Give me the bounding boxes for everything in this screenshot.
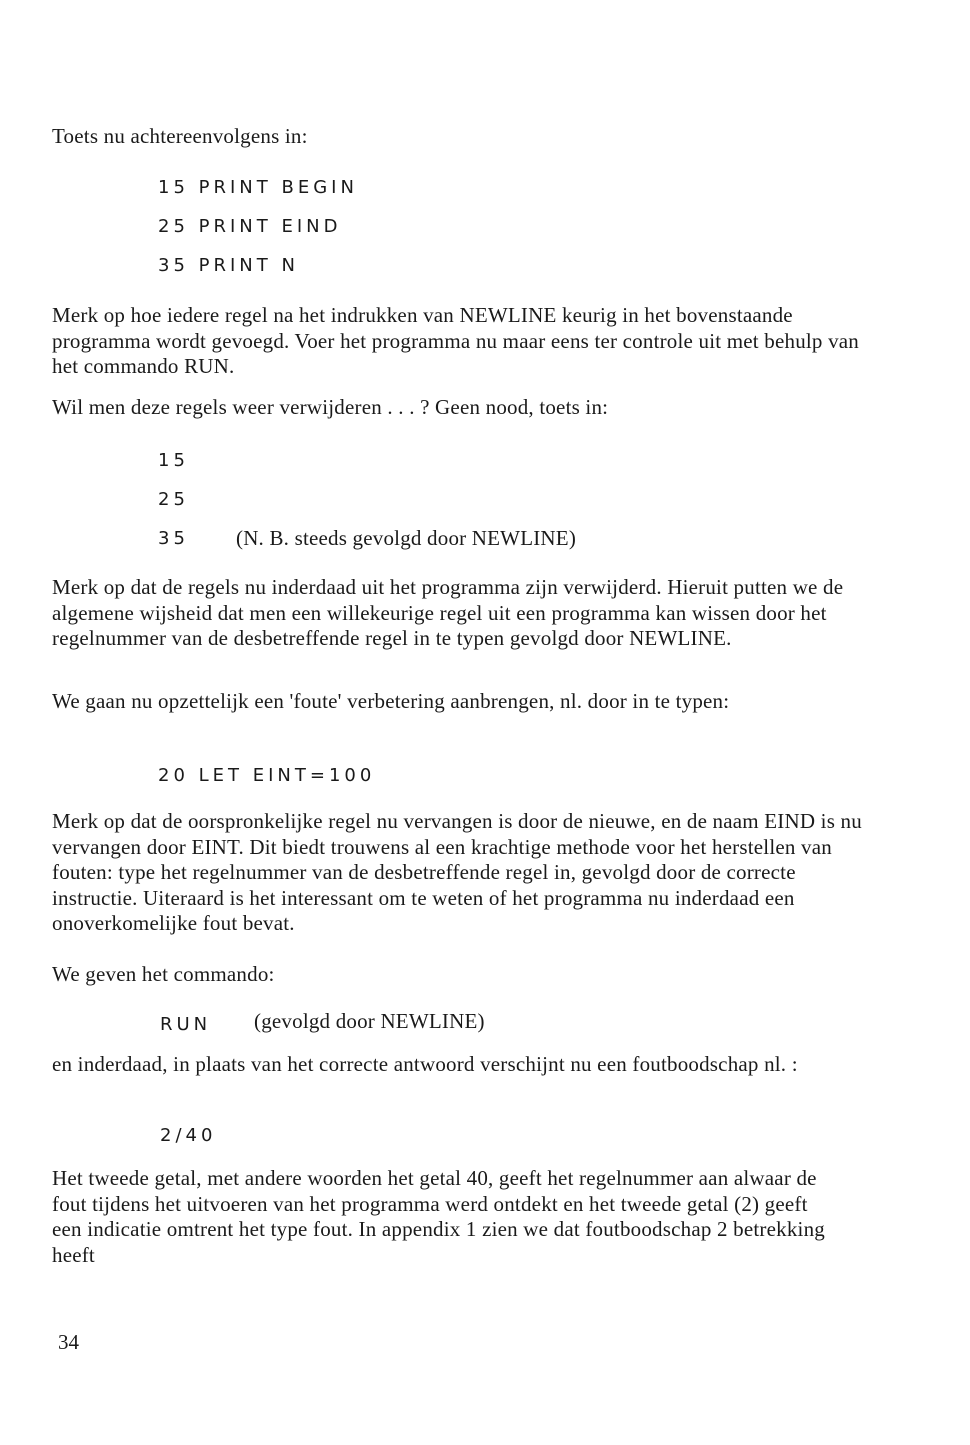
code-line-15: 15 — [158, 450, 189, 471]
paragraph-tweede-getal: Het tweede getal, met andere woorden het getal 40, geeft het regelnummer aan alwaar de fout tijdens het uitvoeren van het programma werd ontdekt en het tweede getal (2) geeft een indicatie omtrent het type fout. In appendix 1 zien we dat foutboodschap 2 betrekking heeft — [52, 1166, 825, 1267]
paragraph-merk-op-2: Merk op dat de regels nu inderdaad uit het programma zijn verwijderd. Hieruit putten we de algemene wijsheid dat men een willekeurige regel uit een programma kan wissen door het regelnummer van de desbetreffende regel in te typen gevolgd door NEWLINE. — [52, 575, 844, 650]
code-line-print-begin: 15 PRINT BEGIN — [158, 177, 358, 198]
code-line-print-eind: 25 PRINT EIND — [158, 216, 342, 237]
newline-note: (N. B. steeds gevolgd door NEWLINE) — [236, 526, 577, 550]
paragraph-verwijderen: Wil men deze regels weer verwijderen . . . ? Geen nood, toets in: — [52, 395, 609, 419]
paragraph-commando: We geven het commando: — [52, 962, 275, 986]
intro-paragraph: Toets nu achtereenvolgens in: — [52, 124, 308, 148]
code-line-35: 35 — [158, 528, 189, 549]
paragraph-foutboodschap: en inderdaad, in plaats van het correcte antwoord verschijnt nu een foutboodschap nl. : — [52, 1052, 798, 1076]
code-line-run: RUN — [160, 1014, 212, 1035]
page-number: 34 — [58, 1330, 79, 1354]
code-line-25: 25 — [158, 489, 189, 510]
code-line-print-n: 35 PRINT N — [158, 255, 299, 276]
paragraph-merk-op-1: Merk op hoe iedere regel na het indrukken van NEWLINE keurig in het bovenstaande programma wordt gevoegd. Voer het programma nu maar eens ter controle uit met behulp van het commando RUN. — [52, 303, 859, 378]
code-line-error-message: 2/40 — [160, 1125, 217, 1146]
paragraph-merk-op-3: Merk op dat de oorspronkelijke regel nu vervangen is door de nieuwe, en de naam EIND is nu vervangen door EINT. Dit biedt trouwens al een krachtige methode voor het herstellen van fouten: type het regelnummer van de desbetreffende regel in, gevolgd door de correcte instructie. Uiteraard is het interessant om te weten of het programma nu inderdaad een onoverkomelijke fout bevat. — [52, 809, 862, 935]
code-line-let-eint: 20 LET EINT=100 — [158, 765, 376, 786]
run-newline-note: (gevolgd door NEWLINE) — [254, 1009, 485, 1033]
paragraph-foute-verbetering: We gaan nu opzettelijk een 'foute' verbetering aanbrengen, nl. door in te typen: — [52, 689, 730, 713]
